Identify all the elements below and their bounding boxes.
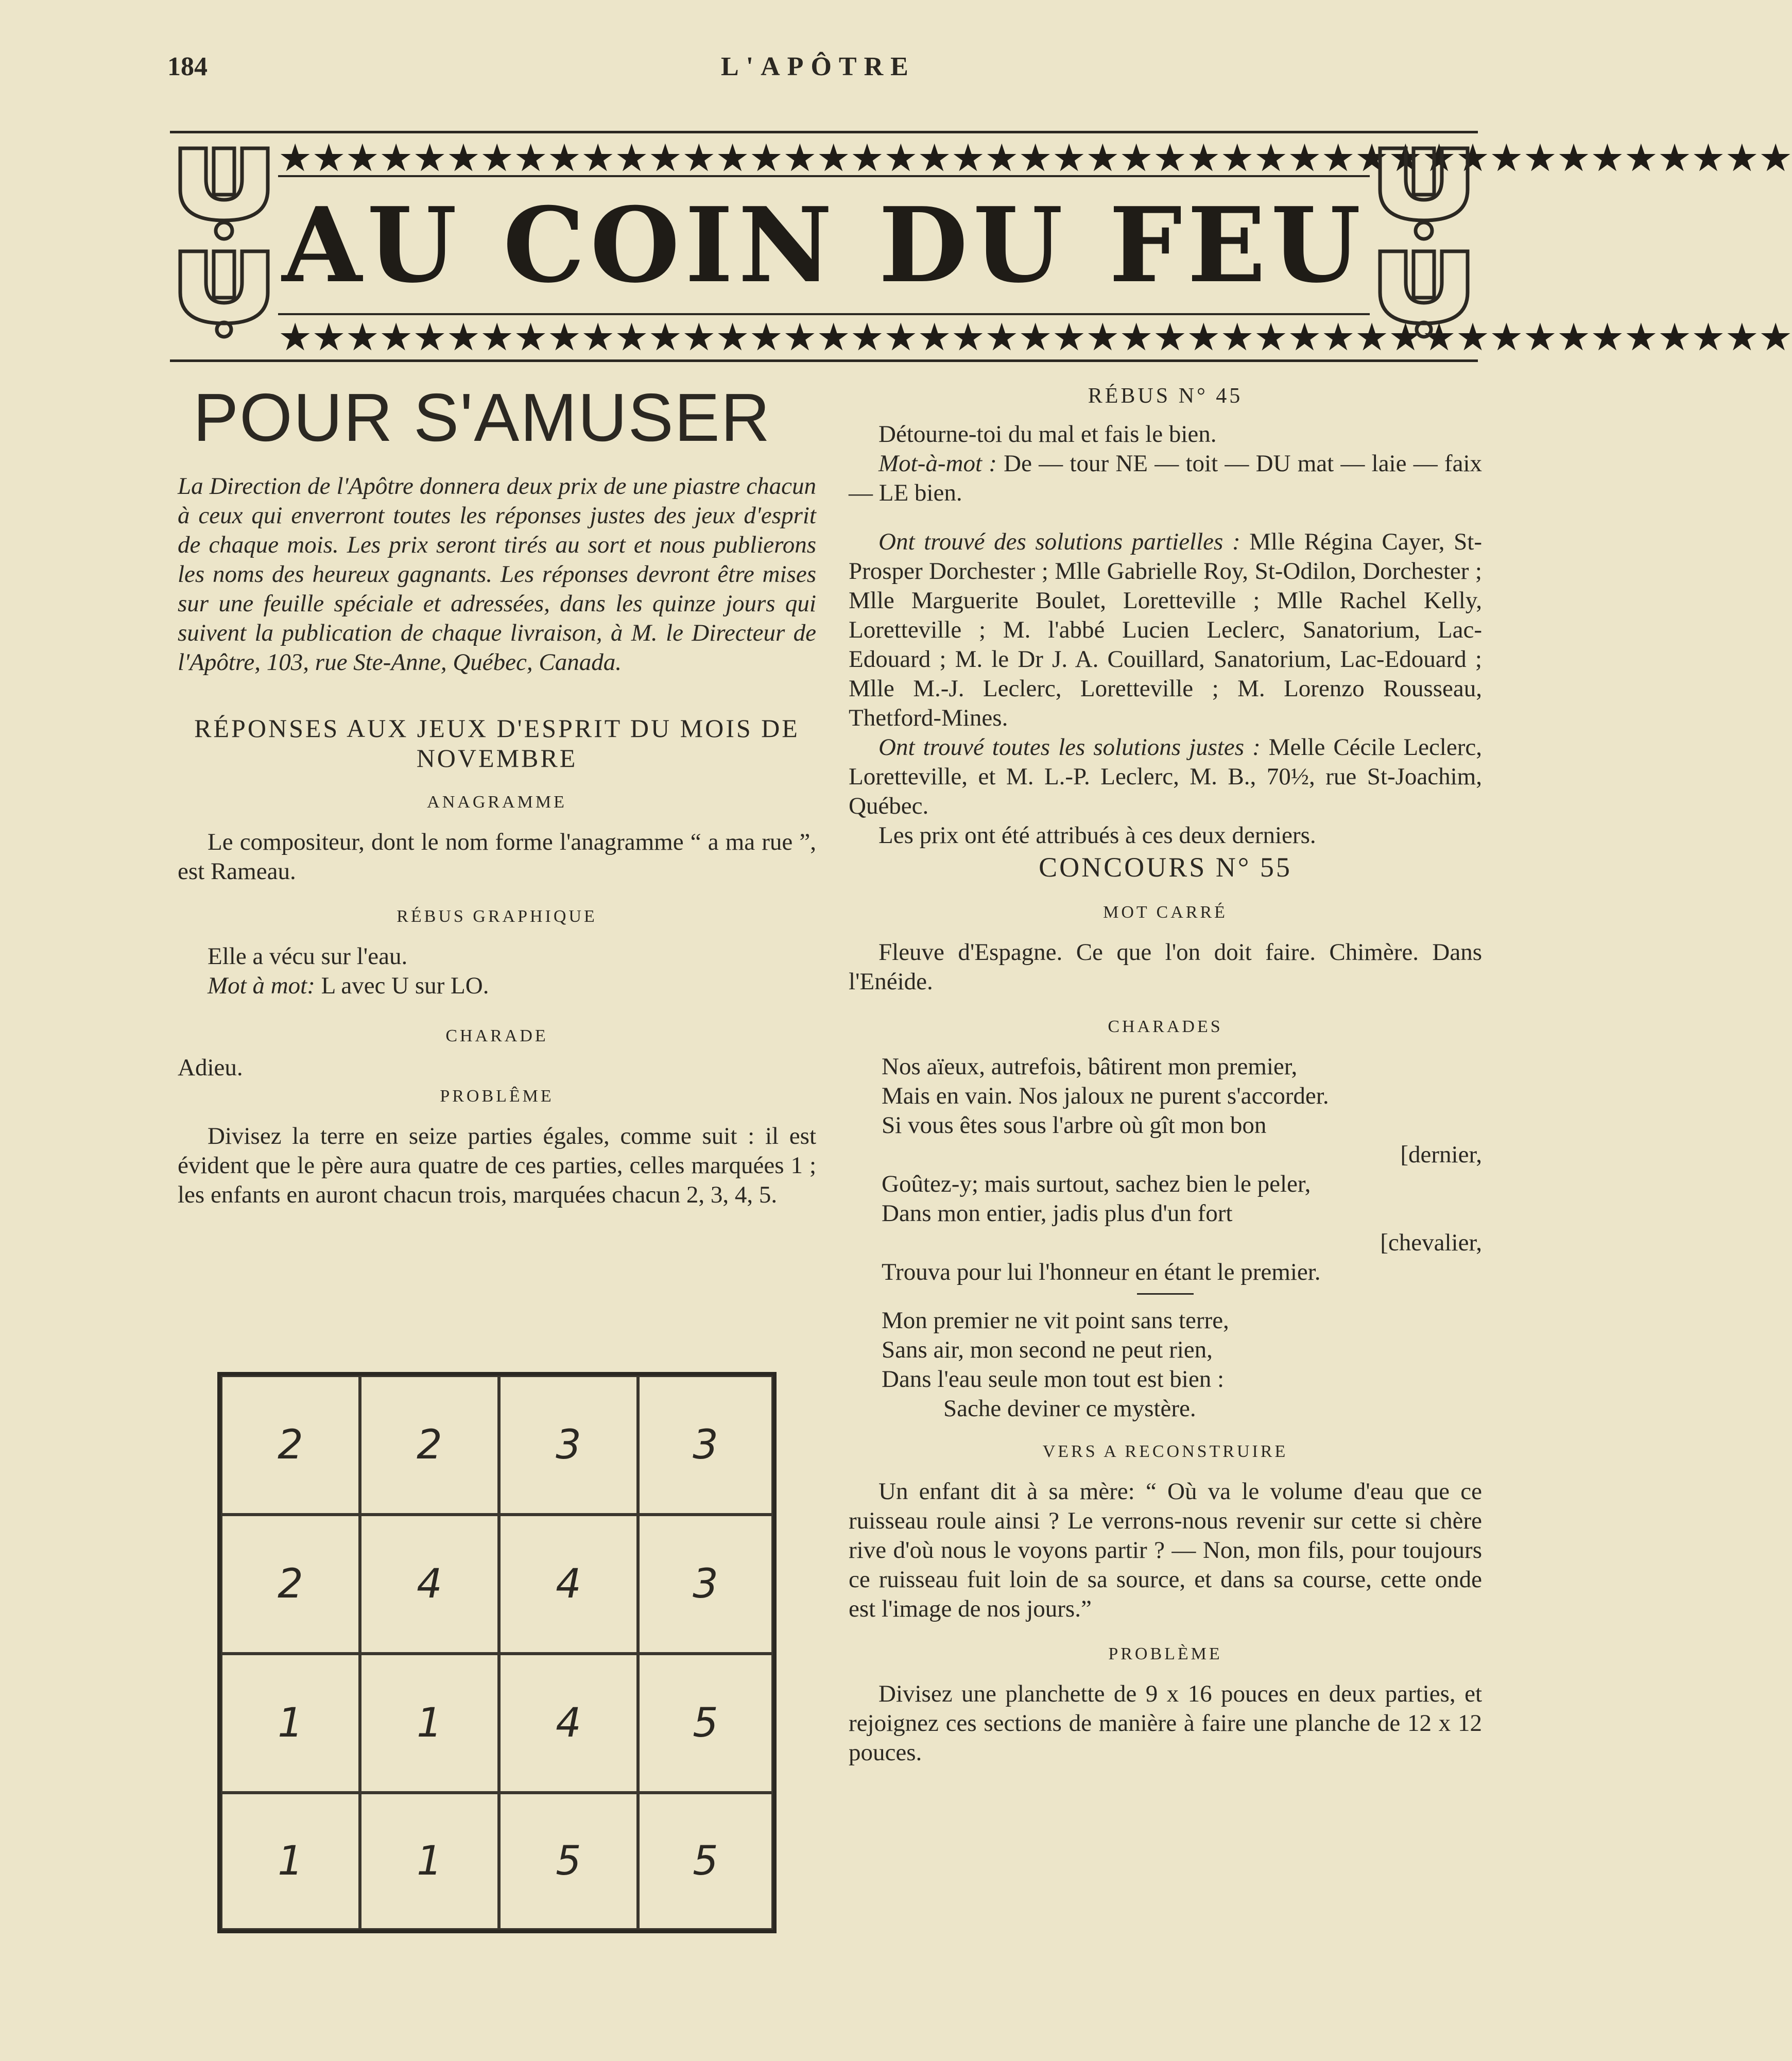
verse-line: [chevalier,	[1380, 1229, 1482, 1256]
charade-label: CHARADE	[445, 1026, 548, 1045]
rebus-line: Elle a vécu sur l'eau.	[208, 943, 408, 970]
grid-cell: 1	[221, 1654, 360, 1793]
verse-line: Si vous êtes sous l'arbre où gît mon bon	[882, 1112, 1267, 1139]
verse-separator	[1137, 1293, 1194, 1295]
grid-cell: 2	[360, 1376, 499, 1515]
grid-cell: 5	[499, 1793, 638, 1930]
right-column	[849, 384, 1482, 1767]
grid-cell: 4	[499, 1654, 638, 1793]
charades-label: CHARADES	[1108, 1017, 1223, 1036]
vers-label: VERS A RECONSTRUIRE	[1042, 1442, 1288, 1461]
rebus-mot-a-mot	[178, 971, 816, 1001]
running-head: L'APÔTRE	[721, 52, 916, 81]
banner-top-rule	[170, 131, 1478, 133]
full-names: Melle Cécile Leclerc, Loretteville, et M. L.-P. Leclerc, M. B., 70½, rue St-Joachim, Québec.	[849, 734, 1482, 819]
prix-text: Les prix ont été attribués à ces deux derniers.	[878, 822, 1316, 849]
grid-cell: 1	[221, 1793, 360, 1930]
banner-title: AU COIN DU FEU	[282, 185, 1366, 306]
full-label: Ont trouvé toutes les solutions justes :	[878, 734, 1261, 761]
grid-cell: 1	[360, 1793, 499, 1930]
grid-cell: 5	[638, 1793, 773, 1930]
page-number: 184	[167, 52, 208, 81]
charade-one	[849, 1052, 1482, 1287]
verse-line: Nos aïeux, autrefois, bâtirent mon premier,	[882, 1053, 1298, 1080]
partial-names: Mlle Régina Cayer, St-Prosper Dorchester ; Mlle Gabrielle Roy, St-Odilon, Dorchester ; Mlle Marguerite Boulet, Loretteville ; Mlle Rachel Kelly, Loretteville ; M. l'abbé Lucien Leclerc, Sanatorium, Lac-Edouard ; M. le Dr J. A. Couillard, Sanatorium, Lac-Edouard ; Mlle M.-J. Leclerc, Loretteville ; M. Lorenzo Rousseau, Thetford-Mines.	[849, 528, 1482, 731]
verse-line: Sache deviner ce mystère.	[943, 1395, 1196, 1422]
banner-stars-bottom: ★★★★★★★★★★★★★★★★★★★★★★★★★★★★★★★★★★★★★★★★★★★★★	[278, 317, 1792, 359]
mot-carre-label: MOT CARRÉ	[1103, 903, 1228, 922]
grid-cell: 1	[360, 1654, 499, 1793]
grid-cell: 2	[221, 1376, 360, 1515]
grid-cell: 4	[499, 1515, 638, 1654]
probleme-text: Divisez la terre en seize parties égales, comme suit : il est évident que le père aura quatre de ces parties, celles marquées 1 ; les enfants en auront chacun trois, marquées chacun 2, 3, 4, 5.	[178, 1123, 816, 1208]
right-ornament-icon	[1370, 143, 1478, 339]
verse-line: Dans mon entier, jadis plus d'un fort	[882, 1200, 1233, 1227]
verse-line: Goûtez-y; mais surtout, sachez bien le peler,	[882, 1171, 1311, 1197]
left-column	[178, 379, 816, 1210]
rebus-mot-text: L avec U sur LO.	[315, 972, 489, 999]
left-ornament-icon	[170, 143, 278, 339]
rebus-label: RÉBUS GRAPHIQUE	[397, 907, 597, 926]
rebus45-line: Détourne-toi du mal et fais le bien.	[878, 421, 1217, 448]
rebus45-mot-a-mot	[849, 449, 1482, 508]
full-solutions	[849, 733, 1482, 821]
intro-paragraph: La Direction de l'Apôtre donnera deux prix de une piastre chacun à ceux qui enverront toutes les réponses justes des jeux d'esprit de chaque mois. Les prix seront tirés au sort et nous publierons les noms des heureux gagnants. Les réponses devront être mises sur une feuille spéciale et adressées, dans les quinze jours qui suivent la publication de chaque livraison, à M. le Directeur de l'Apôtre, 103, rue Ste-Anne, Québec, Canada.	[178, 473, 816, 676]
probleme-label-right: PROBLÈME	[1108, 1644, 1222, 1663]
verse-line: Dans l'eau seule mon tout est bien :	[882, 1366, 1225, 1393]
rebus-mot-label: Mot à mot:	[208, 972, 315, 999]
partial-solutions	[849, 527, 1482, 733]
banner-stars-top: ★★★★★★★★★★★★★★★★★★★★★★★★★★★★★★★★★★★★★★★★★★★★★	[278, 138, 1792, 180]
rebus45-mot-label: Mot-à-mot :	[878, 450, 997, 477]
section-title: POUR S'AMUSER	[193, 380, 771, 455]
verse-line: Mon premier ne vit point sans terre,	[882, 1307, 1229, 1334]
land-division-grid	[217, 1372, 777, 1933]
responses-heading: RÉPONSES AUX JEUX D'ESPRIT DU MOIS DE NOVEMBRE	[194, 714, 800, 772]
rebus45-mot-text: De — tour NE — toit — DU mat — laie — faix — LE bien.	[849, 450, 1483, 506]
charade-answer: Adieu.	[178, 1054, 243, 1081]
probleme-text-right: Divisez une planchette de 9 x 16 pouces en deux parties, et rejoignez ces sections de manière à faire une planche de 12 x 12 pouces.	[849, 1680, 1482, 1766]
banner-bottom-rule	[170, 359, 1478, 362]
grid-cell: 3	[638, 1515, 773, 1654]
probleme-label: PROBLÊME	[440, 1087, 554, 1106]
charade-two	[849, 1306, 1482, 1423]
verse-line: Mais en vain. Nos jaloux ne purent s'accorder.	[882, 1083, 1329, 1109]
grid-cell: 5	[638, 1654, 773, 1793]
rebus45-label: RÉBUS N° 45	[1088, 384, 1243, 408]
anagramme-text: Le compositeur, dont le nom forme l'anagramme “ a ma rue ”, est Rameau.	[178, 829, 816, 885]
grid-cell: 2	[221, 1515, 360, 1654]
verse-line: Trouva pour lui l'honneur en étant le premier.	[882, 1259, 1321, 1285]
grid-cell: 3	[638, 1376, 773, 1515]
grid-cell: 3	[499, 1376, 638, 1515]
partial-label: Ont trouvé des solutions partielles :	[878, 528, 1240, 555]
concours-heading: CONCOURS N° 55	[1039, 852, 1292, 883]
mot-carre-text: Fleuve d'Espagne. Ce que l'on doit faire. Chimère. Dans l'Enéide.	[849, 939, 1482, 995]
anagramme-label: ANAGRAMME	[427, 793, 567, 812]
verse-line: [dernier,	[1400, 1141, 1482, 1168]
verse-line: Sans air, mon second ne peut rien,	[882, 1336, 1213, 1363]
grid-cell: 4	[360, 1515, 499, 1654]
vers-text: Un enfant dit à sa mère: “ Où va le volume d'eau que ce ruisseau roule ainsi ? Le verrons-nous revenir sur cette si chère rive d'où nous le voyons partir ? — Non, mon fils, pour toujours ce ruisseau fuit loin de sa source, et dans sa course, cette onde est l'image de nos jours.”	[849, 1478, 1482, 1622]
